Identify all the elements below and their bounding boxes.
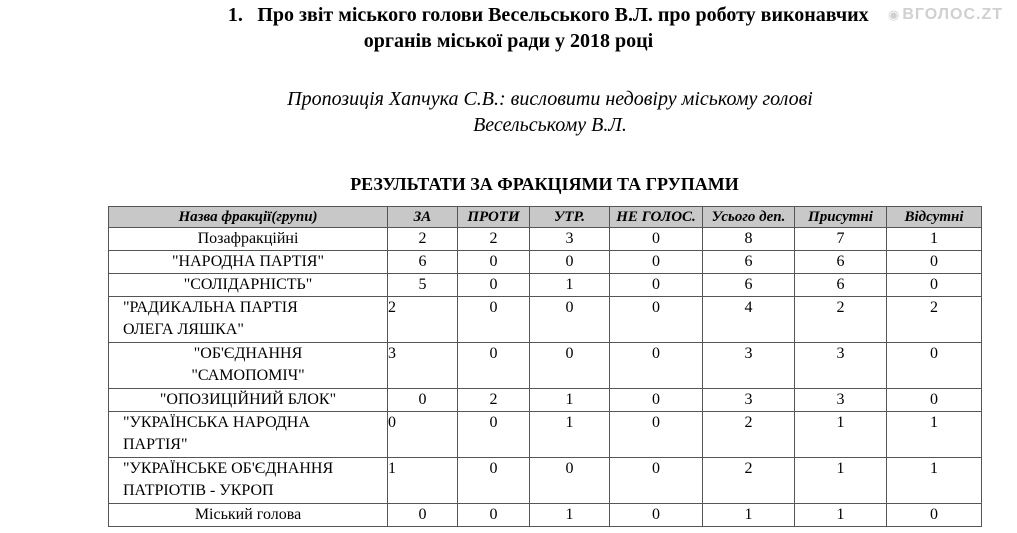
faction-name-line: "РАДИКАЛЬНА ПАРТІЯ <box>123 299 298 316</box>
value-cell: 2 <box>388 297 458 343</box>
faction-name-cell <box>109 504 388 527</box>
faction-name-cell <box>109 389 388 412</box>
heading-text-1: Про звіт міського голови Весельського В.Л. про роботу виконавчих <box>257 4 869 26</box>
value-cell: 0 <box>610 343 703 389</box>
document-heading <box>0 2 1017 54</box>
heading-number: 1. <box>227 4 243 26</box>
value-cell: 7 <box>795 228 887 251</box>
table-body <box>109 228 982 527</box>
faction-name-cell <box>109 297 388 343</box>
value-cell: 0 <box>887 251 982 274</box>
value-cell: 0 <box>610 274 703 297</box>
value-cell: 0 <box>887 389 982 412</box>
table-row <box>109 343 982 389</box>
table-row <box>109 504 982 527</box>
value-cell: 0 <box>388 412 458 458</box>
value-cell: 0 <box>610 389 703 412</box>
faction-name-line: ОЛЕГА ЛЯШКА" <box>123 321 244 338</box>
header-proty: ПРОТИ <box>458 207 530 228</box>
value-cell: 2 <box>458 228 530 251</box>
value-cell: 3 <box>795 343 887 389</box>
results-table <box>108 206 982 527</box>
heading-line-1 <box>0 2 1017 28</box>
value-cell: 1 <box>530 412 610 458</box>
value-cell: 1 <box>795 504 887 527</box>
value-cell: 0 <box>388 504 458 527</box>
value-cell: 6 <box>795 251 887 274</box>
results-title: РЕЗУЛЬТАТИ ЗА ФРАКЦІЯМИ ТА ГРУПАМИ <box>350 174 739 194</box>
value-cell: 4 <box>703 297 795 343</box>
value-cell: 1 <box>530 274 610 297</box>
value-cell: 0 <box>887 343 982 389</box>
value-cell: 3 <box>530 228 610 251</box>
faction-name-line: ПАТРІОТІВ - УКРОП <box>123 482 274 499</box>
value-cell: 0 <box>530 297 610 343</box>
faction-name-line: "СОЛІДАРНІСТЬ" <box>183 276 313 293</box>
value-cell: 0 <box>610 458 703 504</box>
value-cell: 0 <box>610 412 703 458</box>
header-total: Усього деп. <box>703 207 795 228</box>
watermark <box>888 6 1003 24</box>
faction-name-cell <box>109 343 388 389</box>
faction-name-line: "ОПОЗИЦІЙНИЙ БЛОК" <box>159 391 337 408</box>
value-cell: 1 <box>887 228 982 251</box>
faction-name-line: "НАРОДНА ПАРТІЯ" <box>171 253 325 270</box>
value-cell: 6 <box>795 274 887 297</box>
faction-name-line: "УКРАЇНСЬКЕ ОБ'ЄДНАННЯ <box>123 460 334 477</box>
value-cell: 2 <box>795 297 887 343</box>
value-cell: 6 <box>388 251 458 274</box>
table-row <box>109 297 982 343</box>
value-cell: 3 <box>795 389 887 412</box>
header-za: ЗА <box>388 207 458 228</box>
value-cell: 1 <box>530 389 610 412</box>
value-cell: 2 <box>887 297 982 343</box>
faction-name-cell <box>109 251 388 274</box>
header-utr: УТР. <box>530 207 610 228</box>
table-row <box>109 458 982 504</box>
value-cell: 1 <box>388 458 458 504</box>
faction-name-line: "ОБ'ЄДНАННЯ <box>193 345 303 362</box>
value-cell: 0 <box>530 343 610 389</box>
faction-name-cell <box>109 458 388 504</box>
faction-name-cell <box>109 412 388 458</box>
proposal-text <box>0 86 1017 138</box>
value-cell: 3 <box>703 343 795 389</box>
table-row <box>109 412 982 458</box>
value-cell: 3 <box>388 343 458 389</box>
proposal-line-2: Весельському В.Л. <box>473 114 627 136</box>
value-cell: 0 <box>458 251 530 274</box>
value-cell: 0 <box>887 504 982 527</box>
value-cell: 0 <box>610 251 703 274</box>
proposal-line-1: Пропозиція Хапчука С.В.: висловити недовіру міському голові <box>287 88 813 110</box>
value-cell: 0 <box>887 274 982 297</box>
value-cell: 6 <box>703 274 795 297</box>
value-cell: 2 <box>703 412 795 458</box>
header-name: Назва фракції(групи) <box>109 207 388 228</box>
value-cell: 5 <box>388 274 458 297</box>
value-cell: 0 <box>610 297 703 343</box>
value-cell: 0 <box>458 297 530 343</box>
faction-name-line: Міський голова <box>194 506 302 523</box>
value-cell: 2 <box>388 228 458 251</box>
watermark-icon: ◉ <box>887 7 901 22</box>
value-cell: 0 <box>458 412 530 458</box>
table-row <box>109 389 982 412</box>
watermark-text: ВГОЛОС.ZT <box>902 6 1003 23</box>
value-cell: 0 <box>458 504 530 527</box>
value-cell: 1 <box>795 458 887 504</box>
value-cell: 3 <box>703 389 795 412</box>
faction-name-line: "САМОПОМІЧ" <box>191 367 305 384</box>
faction-name-line: ПАРТІЯ" <box>123 436 188 453</box>
table-row <box>109 251 982 274</box>
faction-name-cell <box>109 228 388 251</box>
table-row <box>109 274 982 297</box>
value-cell: 0 <box>458 458 530 504</box>
faction-name-cell <box>109 274 388 297</box>
value-cell: 0 <box>530 458 610 504</box>
value-cell: 0 <box>388 389 458 412</box>
value-cell: 1 <box>887 412 982 458</box>
value-cell: 2 <box>703 458 795 504</box>
value-cell: 0 <box>610 504 703 527</box>
header-ne-golos: НЕ ГОЛОС. <box>610 207 703 228</box>
heading-line-2: органів міської ради у 2018 році <box>363 30 654 52</box>
value-cell: 8 <box>703 228 795 251</box>
table-header-row <box>109 207 982 228</box>
header-present: Присутні <box>795 207 887 228</box>
value-cell: 0 <box>458 343 530 389</box>
value-cell: 6 <box>703 251 795 274</box>
value-cell: 1 <box>530 504 610 527</box>
faction-name-line: "УКРАЇНСЬКА НАРОДНА <box>123 414 310 431</box>
value-cell: 2 <box>458 389 530 412</box>
value-cell: 0 <box>530 251 610 274</box>
header-absent: Відсутні <box>887 207 982 228</box>
value-cell: 1 <box>887 458 982 504</box>
value-cell: 0 <box>610 228 703 251</box>
table-row <box>109 228 982 251</box>
value-cell: 1 <box>703 504 795 527</box>
faction-name-line: Позафракційні <box>197 230 299 247</box>
value-cell: 0 <box>458 274 530 297</box>
value-cell: 1 <box>795 412 887 458</box>
